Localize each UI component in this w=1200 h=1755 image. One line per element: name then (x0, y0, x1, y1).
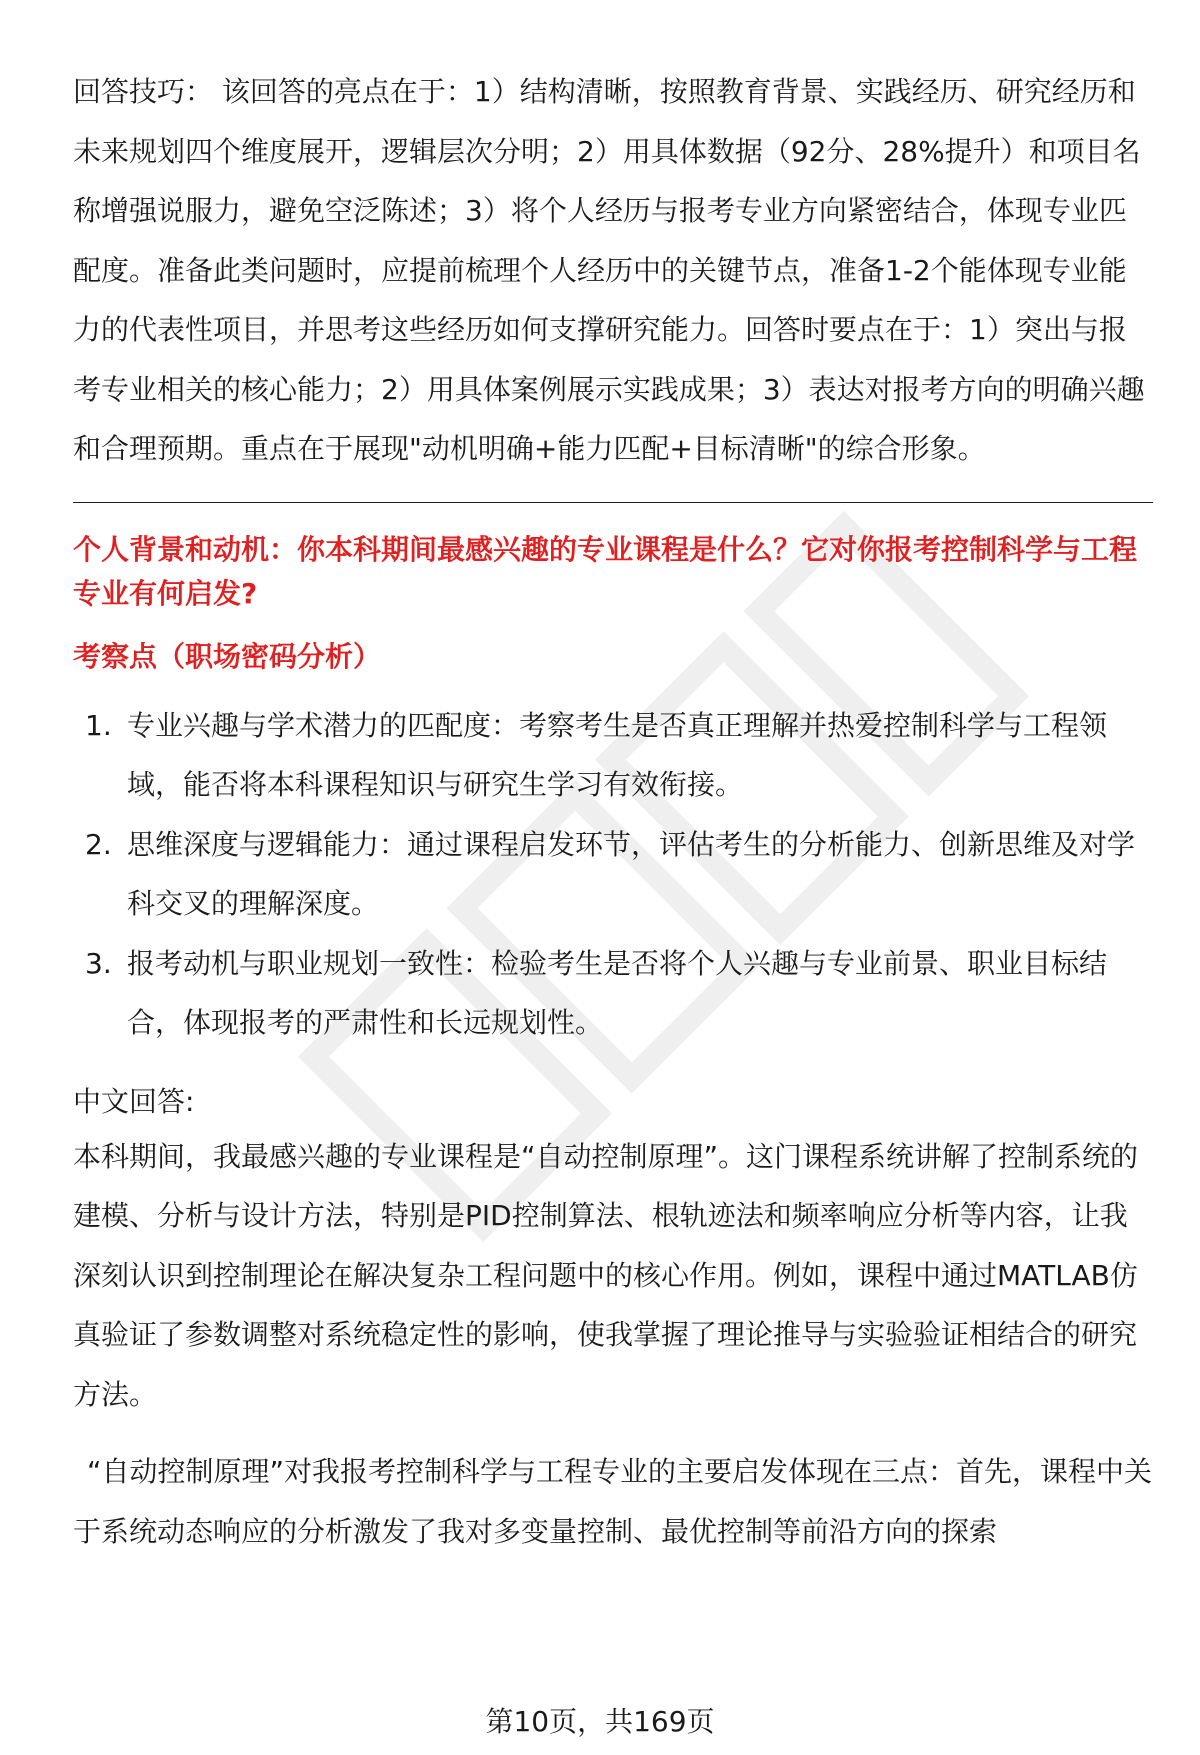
list-item-text: 专业兴趣与学术潜力的匹配度：考察考生是否真正理解并热爱控制科学与工程领域，能否将本科课程知识与研究生学习有效衔接。 (127, 708, 1108, 801)
answer-label: 中文回答: (73, 1084, 195, 1118)
assessment-list (73, 696, 1153, 1053)
page-number-footer: 第10页，共169页 (485, 1705, 715, 1738)
list-number: 3. (85, 946, 112, 980)
list-item (73, 815, 1153, 934)
list-item-text: 思维深度与逻辑能力：通过课程启发环节，评估考生的分析能力、创新思维及对学科交叉的理解深度。 (127, 827, 1136, 920)
section-divider (73, 502, 1153, 503)
answer-paragraph-1: 本科期间，我最感兴趣的专业课程是“自动控制原理”。这门课程系统讲解了控制系统的建模、分析与设计方法，特别是PID控制算法、根轨迹法和频率响应分析等内容，让我深刻认识到控制理论在解决复杂工程问题中的核心作用。例如，课程中通过MATLAB仿真验证了参数调整对系统稳定性的影响，使我掌握了理论推导与实验验证相结合的研究方法。 (73, 1139, 1139, 1411)
list-item (73, 696, 1153, 815)
page-content (73, 62, 1153, 1561)
list-item (73, 934, 1153, 1053)
question-heading: 个人背景和动机：你本科期间最感兴趣的专业课程是什么？它对你报考控制科学与工程专业有何启发? (73, 532, 1138, 610)
list-number: 1. (85, 708, 112, 742)
assessment-heading: 考察点（职场密码分析） (73, 639, 382, 673)
answer-paragraph-2: “自动控制原理”对我报考控制科学与工程专业的主要启发体现在三点：首先，课程中关于系统动态响应的分析激发了我对多变量控制、最优控制等前沿方向的探索 (73, 1455, 1153, 1548)
list-item-text: 报考动机与职业规划一致性：检验考生是否将个人兴趣与专业前景、职业目标结合，体现报考的严肃性和长远规划性。 (127, 946, 1108, 1039)
list-number: 2. (85, 827, 112, 861)
answer-tips-paragraph: 回答技巧： 该回答的亮点在于：1）结构清晰，按照教育背景、实践经历、研究经历和未来规划四个维度展开，逻辑层次分明；2）用具体数据（92分、28%提升）和项目名称增强说服力，避免空泛陈述；3）将个人经历与报考专业方向紧密结合，体现专业匹配度。准备此类问题时，应提前梳理个人经历中的关键节点，准备1-2个能体现专业能力的代表性项目，并思考这些经历如何支撑研究能力。回答时要点在于：1）突出与报考专业相关的核心能力；2）用具体案例展示实践成果；3）表达对报考方向的明确兴趣和合理预期。重点在于展现"动机明确+能力匹配+目标清晰"的综合形象。 (73, 75, 1145, 465)
